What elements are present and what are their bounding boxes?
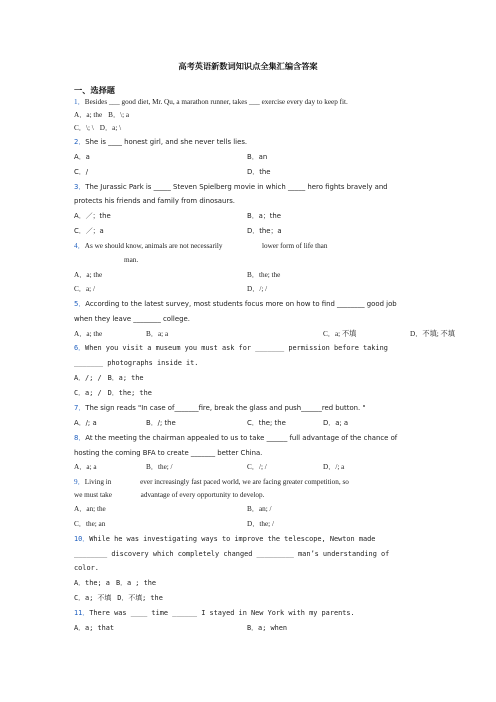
- option-a[interactable]: A．the; a: [74, 579, 110, 587]
- question-number: 5．: [74, 300, 86, 308]
- question-6-stem-cont: _______ photographs inside it.: [74, 359, 199, 367]
- question-10-stem-cont-2: color.: [74, 564, 99, 572]
- option-d[interactable]: D．the; /: [247, 520, 274, 528]
- option-d[interactable]: D．/; /: [247, 285, 268, 293]
- option-b[interactable]: B．a ; the: [115, 579, 157, 587]
- option-c[interactable]: C．the; the: [247, 419, 286, 427]
- question-4-stem-cont: man.: [124, 256, 139, 264]
- option-b[interactable]: B．the; the: [247, 271, 281, 279]
- option-c[interactable]: C．a; 不填: [323, 330, 357, 338]
- option-b[interactable]: B．a；the: [247, 212, 282, 220]
- option-b[interactable]: B．an: [247, 153, 268, 161]
- question-10-options-row2: [74, 593, 424, 603]
- option-a[interactable]: A．a; that: [74, 624, 115, 632]
- question-9-options-row1: [74, 504, 424, 514]
- option-a[interactable]: A．a: [74, 153, 90, 161]
- question-8-options: [74, 462, 424, 472]
- option-b[interactable]: B．\; a: [108, 111, 130, 119]
- option-c[interactable]: C．/: [74, 168, 89, 176]
- option-d[interactable]: D．the; the: [107, 389, 152, 397]
- option-d[interactable]: D．不填; the: [117, 594, 163, 602]
- option-b[interactable]: B．/; the: [146, 419, 176, 427]
- option-b[interactable]: B．the; /: [146, 463, 173, 471]
- option-c[interactable]: C．the; an: [74, 520, 106, 528]
- question-number: 3．: [74, 183, 86, 191]
- question-6-options-row1: [74, 373, 424, 383]
- option-c[interactable]: C．\; \: [74, 124, 94, 132]
- option-a[interactable]: A．a; the: [74, 330, 103, 338]
- option-d[interactable]: D．/; a: [323, 463, 345, 471]
- option-d[interactable]: D．a; a: [323, 419, 349, 427]
- option-c[interactable]: C．a; /: [74, 285, 95, 293]
- option-a[interactable]: A．／；the: [74, 212, 111, 220]
- question-10-stem-cont: ________ discovery which completely changed _________ man’s understanding of: [74, 550, 390, 558]
- option-b[interactable]: B．a; when: [247, 624, 288, 632]
- question-4-options-row2: [74, 284, 424, 294]
- option-d[interactable]: D．不填; 不填: [410, 330, 455, 338]
- page-title: 高考英语新数词知识点全集汇编含答案: [178, 61, 318, 71]
- question-3-stem: 3．The Jurassic Park is _____ Steven Spielberg movie in which _____ hero fights bravely and: [74, 183, 388, 191]
- option-a[interactable]: A．a; the: [74, 271, 103, 279]
- question-3-options-row2: [74, 226, 424, 236]
- question-9-stem: 9．Living in ever increasingly fast paced world, we are facing greater competition, so: [74, 478, 349, 486]
- question-number: 10．: [74, 535, 90, 543]
- question-10-options-row1: [74, 578, 424, 588]
- question-3-stem-cont: protects his friends and family from dinosaurs.: [74, 197, 235, 205]
- question-4-stem: 4．As we should know, animals are not necessarily lower form of life than: [74, 242, 328, 250]
- section-heading: 一、选择题: [74, 85, 115, 95]
- question-6-options-row2: [74, 388, 424, 398]
- question-5-stem: 5．According to the latest survey, most students focus more on how to find ________ good job: [74, 300, 397, 308]
- question-11-options-row1: [74, 623, 424, 633]
- option-d[interactable]: D．the；a: [247, 227, 282, 235]
- question-2-options-row2: [74, 167, 424, 177]
- option-a[interactable]: A．a; a: [74, 463, 97, 471]
- option-a[interactable]: A．/; a: [74, 419, 97, 427]
- question-8-stem: 8．At the meeting the chairman appealed to us to take ______ full advantage of the chance of: [74, 434, 398, 442]
- option-a[interactable]: A．a; the: [74, 111, 103, 119]
- question-6-stem: 6．When you visit a museum you must ask for _______ permission before taking: [74, 344, 388, 352]
- question-7-options: [74, 418, 424, 428]
- question-8-stem-cont: hosting the coming BFA to create _______ better China.: [74, 449, 263, 457]
- question-2-options-row1: [74, 152, 424, 162]
- option-c[interactable]: C．／；a: [74, 227, 104, 235]
- option-c[interactable]: C．/; /: [247, 463, 267, 471]
- question-number: 8．: [74, 434, 86, 442]
- option-a[interactable]: A．/; /: [74, 374, 102, 382]
- question-1-options-row2: [74, 123, 424, 133]
- option-b[interactable]: B．an; /: [247, 505, 272, 513]
- question-5-options: [74, 329, 455, 339]
- question-1-options-row1: [74, 110, 424, 120]
- question-9-stem-cont: we must take advantage of every opportunity to develop.: [74, 491, 265, 499]
- question-number: 1．: [74, 98, 85, 106]
- question-4-options-row1: [74, 270, 424, 280]
- question-5-stem-cont: when they leave ________ college.: [74, 315, 190, 323]
- option-a[interactable]: A．an; the: [74, 505, 106, 513]
- question-2-stem: 2．She is ____ honest girl, and she never tells lies.: [74, 138, 248, 146]
- question-3-options-row1: [74, 211, 424, 221]
- question-number: 9．: [74, 478, 85, 486]
- option-b[interactable]: B．a; the: [107, 374, 144, 382]
- question-9-options-row2: [74, 519, 424, 529]
- question-10-stem: 10．While he was investigating ways to improve the telescope, Newton made: [74, 535, 376, 543]
- option-d[interactable]: D．a; \: [99, 124, 122, 132]
- question-number: 7．: [74, 404, 86, 412]
- option-b[interactable]: B．a; a: [146, 330, 169, 338]
- question-11-stem: 11．There was ____ time ______ I stayed in New York with my parents.: [74, 609, 355, 617]
- question-7-stem: 7．The sign reads "In case of_______fire, break the glass and push______red button. ": [74, 404, 366, 412]
- question-number: 6．: [74, 344, 86, 352]
- question-number: 11．: [74, 609, 90, 617]
- question-number: 4．: [74, 242, 85, 250]
- option-c[interactable]: C．a; /: [74, 389, 102, 397]
- option-d[interactable]: D．the: [247, 168, 271, 176]
- option-c[interactable]: C．a; 不填: [74, 594, 112, 602]
- question-number: 2．: [74, 138, 86, 146]
- question-1-stem: 1．Besides ___ good diet, Mr. Qu, a marathon runner, takes ___ exercise every day to keep fit.: [74, 98, 348, 106]
